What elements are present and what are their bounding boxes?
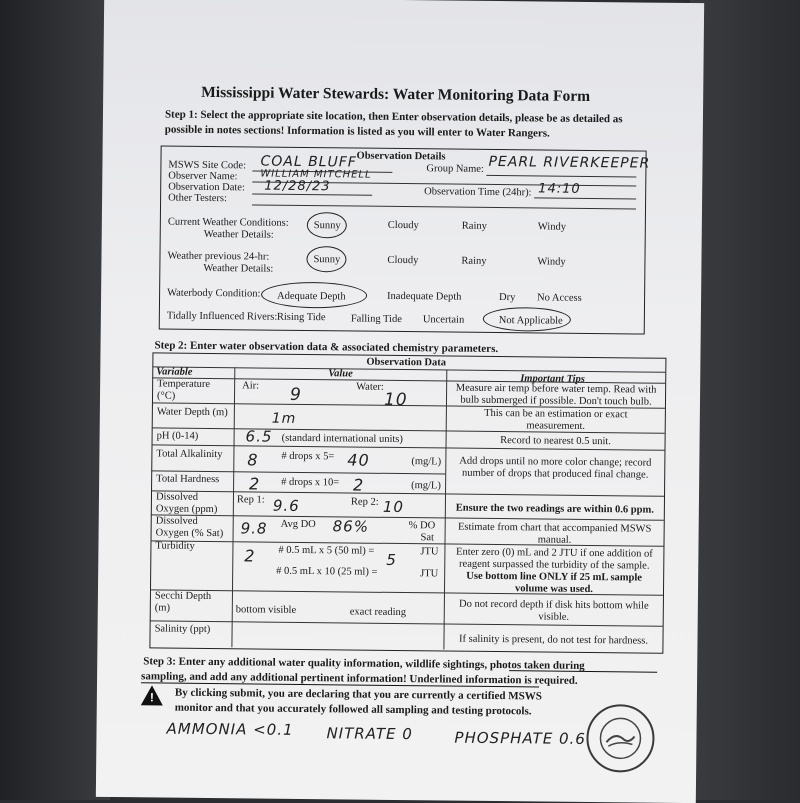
observation-date-label: Observation Date: xyxy=(168,181,245,194)
rep2-value[interactable]: 10 xyxy=(382,497,405,517)
avg-do-value[interactable]: 9.8 xyxy=(240,519,268,538)
waterbody-no-access[interactable]: No Access xyxy=(537,292,582,304)
step1-line2: possible in notes sections! Information is listed as you will enter to Water Rangers. xyxy=(164,123,550,140)
prev-weather-cloudy[interactable]: Cloudy xyxy=(387,254,419,267)
warning-line-1: By clicking submit, you are declaring that you are currently a certified MSWS xyxy=(174,686,542,703)
rep1-label: Rep 1: xyxy=(236,494,265,506)
prev-weather-label: Weather previous 24-hr: xyxy=(167,250,270,263)
turbidity-line-1-value[interactable]: 5 xyxy=(386,550,397,569)
tidal-falling[interactable]: Falling Tide xyxy=(350,313,402,326)
turbidity-line-2: # 0.5 mL x 10 (25 ml) = xyxy=(276,565,378,578)
secchi-exact-reading[interactable]: exact reading xyxy=(349,606,407,619)
turbidity-tip-1: Enter zero (0) mL and 2 JTU if one addition of xyxy=(455,546,653,560)
turbidity-drops[interactable]: 2 xyxy=(244,546,256,566)
secchi-label-2: (m) xyxy=(154,602,171,614)
current-weather-selected-circle xyxy=(307,212,347,238)
rep2-label: Rep 2: xyxy=(350,496,379,508)
current-weather-details-label: Weather Details: xyxy=(203,228,274,241)
water-temp-value[interactable]: 10 xyxy=(383,389,408,411)
temperature-label: Temperature xyxy=(157,378,211,391)
do-sat-tip-1: Estimate from chart that accompanied MSWS xyxy=(457,521,652,535)
note-nitrate[interactable]: NITRATE 0 xyxy=(326,724,413,744)
hardness-formula: # drops x 10= xyxy=(281,476,340,489)
do-ppm-label-1: Dissolved xyxy=(155,491,199,503)
hardness-unit: (mg/L) xyxy=(411,480,441,492)
note-phosphate[interactable]: PHOSPHATE 0.6 xyxy=(454,728,586,748)
current-weather-cloudy[interactable]: Cloudy xyxy=(387,219,419,232)
current-weather-label: Current Weather Conditions: xyxy=(167,216,289,229)
hardness-drops[interactable]: 2 xyxy=(249,474,261,494)
ph-label: pH (0-14) xyxy=(156,430,199,442)
do-sat-label-1: Dissolved xyxy=(155,515,198,527)
do-ppm-label-2: Oxygen (ppm) xyxy=(155,503,218,516)
prev-weather-sunny[interactable]: Sunny xyxy=(313,254,341,266)
paper-form xyxy=(96,0,704,803)
do-sat-tip-2: manual. xyxy=(537,534,572,546)
turbidity-line-1-unit: JTU xyxy=(420,546,439,558)
site-code-value[interactable]: COAL BLUFF xyxy=(260,153,357,171)
tidal-uncertain[interactable]: Uncertain xyxy=(422,314,465,326)
prev-weather-selected-circle xyxy=(306,246,346,272)
rep1-value[interactable]: 9.6 xyxy=(272,496,300,515)
alkalinity-label: Total Alkalinity xyxy=(156,448,223,461)
tidal-label: Tidally Influenced Rivers: xyxy=(166,310,278,323)
temperature-tip-1: Measure air temp before water temp. Read with xyxy=(455,382,657,396)
current-weather-sunny[interactable]: Sunny xyxy=(313,220,341,232)
observation-details-heading: Observation Details xyxy=(356,150,446,163)
do-ppm-tip: Ensure the two readings are within 0.6 ppm. xyxy=(455,502,654,516)
current-weather-windy[interactable]: Windy xyxy=(537,221,567,233)
observer-name-label: Observer Name: xyxy=(168,170,238,183)
warning-icon: ! xyxy=(141,685,163,705)
other-testers-label: Other Testers: xyxy=(168,192,228,205)
water-depth-tip-1: This can be an estimation or exact xyxy=(484,407,628,421)
salinity-label: Salinity (ppt) xyxy=(154,623,211,636)
ph-tip: Record to nearest 0.5 unit. xyxy=(500,435,612,448)
alkalinity-unit: (mg/L) xyxy=(411,456,442,468)
group-name-value[interactable]: PEARL RIVERKEEPER xyxy=(488,153,651,172)
secchi-tip-2: visible. xyxy=(538,611,570,623)
temperature-unit: (°C) xyxy=(156,390,176,402)
observer-name-value[interactable]: WILLIAM MITCHELL xyxy=(260,168,372,181)
observation-date-value[interactable]: 12/28/23 xyxy=(264,178,331,195)
ph-value[interactable]: 6.5 xyxy=(245,427,273,446)
salinity-tip: If salinity is present, do not test for hardness. xyxy=(458,633,649,647)
waterbody-inadequate[interactable]: Inadequate Depth xyxy=(387,290,462,303)
avg-do-label: Avg DO xyxy=(280,518,316,531)
alkalinity-result[interactable]: 40 xyxy=(347,450,370,470)
tidal-not-applicable[interactable]: Not Applicable xyxy=(498,315,563,327)
do-pct-label-2: Sat xyxy=(420,532,435,544)
air-temp-value[interactable]: 9 xyxy=(289,384,302,405)
do-pct-value[interactable]: 86% xyxy=(332,517,370,536)
waterbody-condition-label: Waterbody Condition: xyxy=(167,287,261,300)
prev-weather-rainy[interactable]: Rainy xyxy=(461,255,487,267)
step1-line1: Step 1: Select the appropriate site location, then Enter observation details, please be as detailed as xyxy=(164,108,623,126)
form-title: Mississippi Water Stewards: Water Monitoring Data Form xyxy=(201,83,591,105)
note-ammonia[interactable]: AMMONIA <0.1 xyxy=(166,719,294,739)
step3-line-1: Step 3: Enter any additional water quality information, wildlife sightings, photos taken during xyxy=(143,655,585,672)
background-left xyxy=(0,0,110,800)
waterbody-adequate[interactable]: Adequate Depth xyxy=(277,290,346,303)
do-sat-label-2: Oxygen (% Sat) xyxy=(155,527,224,540)
hardness-result[interactable]: 2 xyxy=(353,475,365,495)
step2-heading: Step 2: Enter water observation data & associated chemistry parameters. xyxy=(154,339,499,356)
secchi-bottom-visible[interactable]: bottom visible xyxy=(235,604,297,616)
prev-weather-windy[interactable]: Windy xyxy=(537,256,566,268)
site-code-label: MSWS Site Code: xyxy=(168,159,247,172)
air-label: Air: xyxy=(242,380,260,392)
logo-emblem-icon xyxy=(588,706,653,771)
alkalinity-formula: # drops x 5= xyxy=(281,450,335,463)
secchi-tip-1: Do not record depth if disk hits bottom while xyxy=(459,598,649,612)
observation-time-value[interactable]: 14:10 xyxy=(538,181,581,197)
warning-line-2: monitor and that you accurately followed all sampling and testing protocols. xyxy=(174,701,532,718)
mississippi-water-stewards-logo xyxy=(586,704,655,773)
turbidity-tip-4: volume was used. xyxy=(515,583,594,596)
turbidity-tip-2: reagent surpassed the turbidity of the sample. xyxy=(459,558,650,572)
water-depth-tip-2: measurement. xyxy=(526,420,586,432)
tidal-rising[interactable]: Rising Tide xyxy=(276,311,326,324)
hardness-label: Total Hardness xyxy=(156,473,220,486)
water-depth-label: Water Depth (m) xyxy=(156,406,228,419)
do-pct-label-1: % DO xyxy=(408,520,436,532)
turbidity-label: Turbidity xyxy=(155,540,195,552)
turbidity-line-1: # 0.5 mL x 5 (50 ml) = xyxy=(278,544,375,557)
observation-time-label: Observation Time (24hr): xyxy=(424,186,532,199)
alkalinity-tip-1: Add drops until no more color change; record xyxy=(459,455,652,469)
step3-line-2: sampling, and add any additional pertinent information! Underlined information is required. xyxy=(141,670,578,687)
current-weather-rainy[interactable]: Rainy xyxy=(461,220,487,232)
group-name-label: Group Name: xyxy=(426,163,484,175)
secchi-label-1: Secchi Depth xyxy=(154,590,212,603)
water-depth-value[interactable]: 1m xyxy=(271,410,297,427)
temperature-tip-2: bulb submerged if possible. Don't touch bulb. xyxy=(460,394,652,408)
ph-unit: (standard international units) xyxy=(281,432,403,446)
turbidity-tip-3: Use bottom line ONLY if 25 mL sample xyxy=(466,570,643,584)
col-tips-header: Important Tips xyxy=(520,373,585,385)
prev-weather-details-label: Weather Details: xyxy=(203,262,274,275)
observation-data-heading: Observation Data xyxy=(366,356,447,369)
alkalinity-drops[interactable]: 8 xyxy=(247,450,259,470)
turbidity-line-2-unit: JTU xyxy=(420,568,439,580)
col-value-header: Value xyxy=(328,368,353,380)
alkalinity-tip-2: number of drops that produced final change. xyxy=(462,467,649,481)
water-label: Water: xyxy=(356,381,384,393)
background-right xyxy=(690,0,800,800)
waterbody-dry[interactable]: Dry xyxy=(499,292,516,304)
col-variable-header: Variable xyxy=(156,366,193,378)
